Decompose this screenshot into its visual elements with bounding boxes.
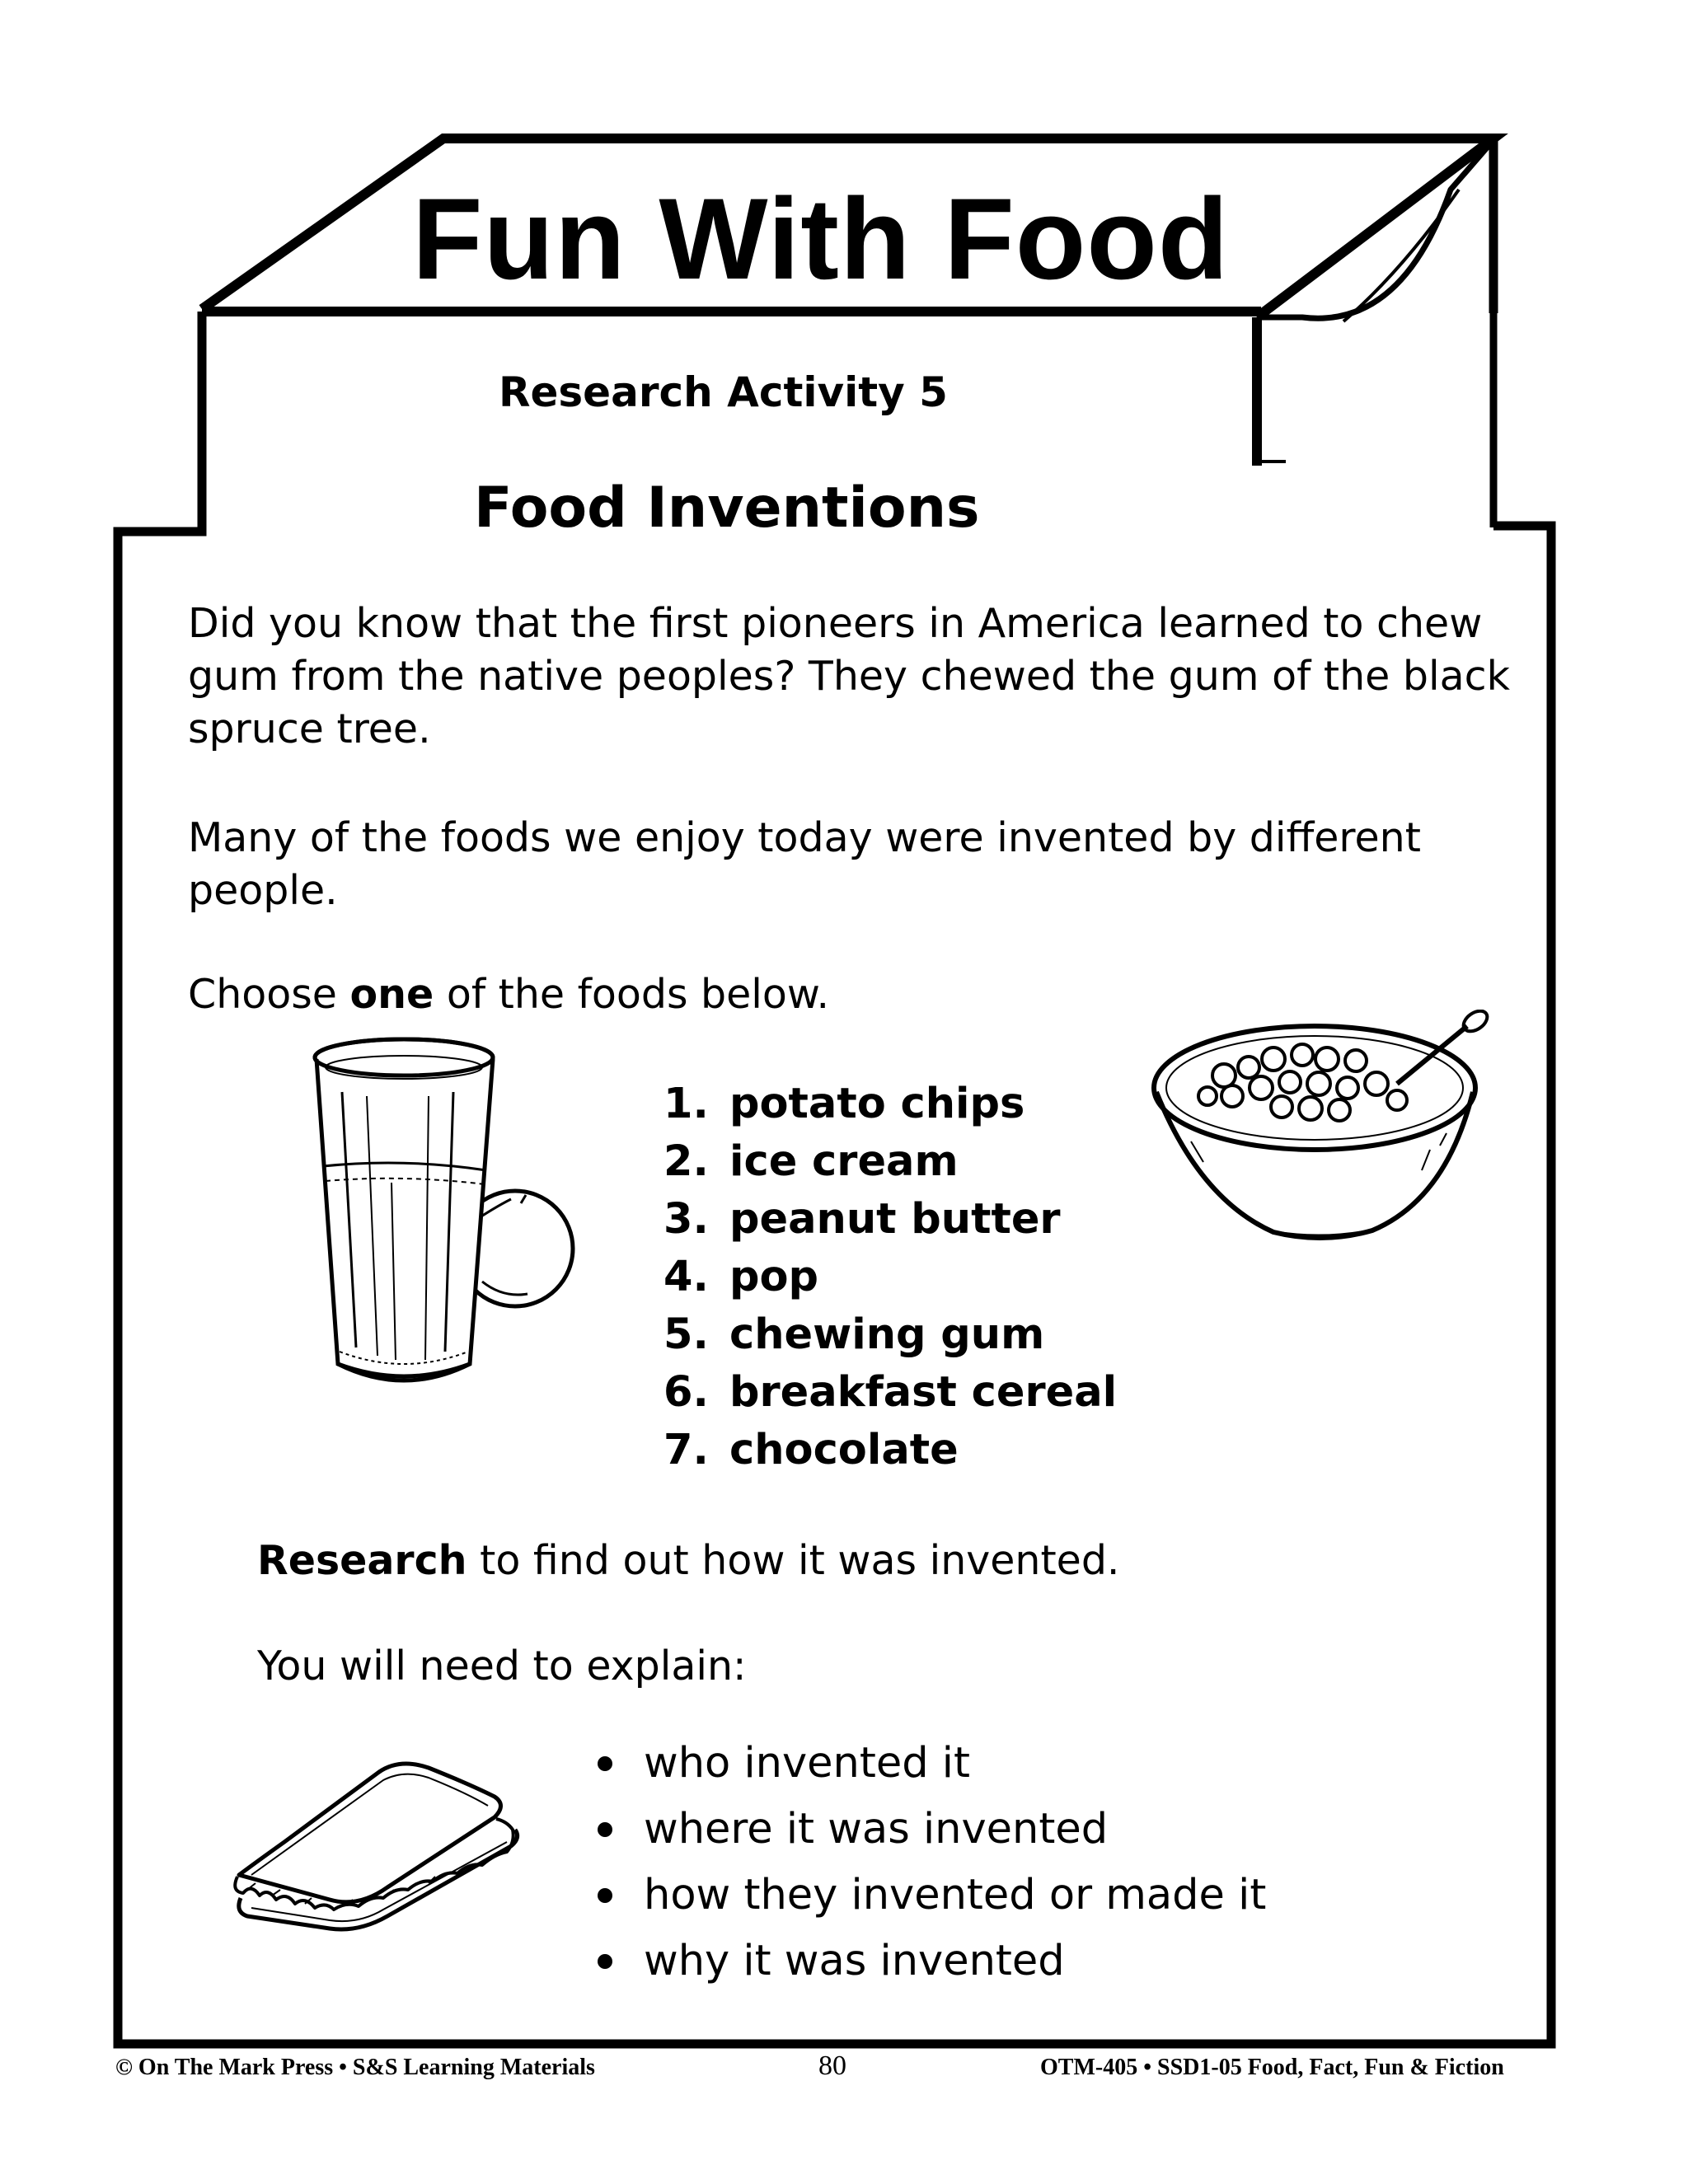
page-title: Fun With Food bbox=[412, 174, 1230, 303]
bullet-icon bbox=[598, 1822, 612, 1837]
item-number: 1. bbox=[663, 1080, 709, 1128]
item-label: breakfast cereal bbox=[729, 1368, 1118, 1417]
item-label: pop bbox=[729, 1253, 819, 1301]
choose-bold: one bbox=[349, 971, 434, 1018]
list-item bbox=[663, 1249, 1117, 1306]
item-label: how they invented or made it bbox=[644, 1871, 1267, 1919]
item-label: ice cream bbox=[729, 1137, 959, 1186]
item-label: who invented it bbox=[644, 1739, 970, 1788]
item-label: where it was invented bbox=[644, 1805, 1109, 1854]
activity-subtitle: Research Activity 5 bbox=[499, 368, 948, 416]
list-item bbox=[663, 1306, 1117, 1364]
list-item bbox=[663, 1364, 1117, 1422]
explain-prompt: You will need to explain: bbox=[257, 1643, 747, 1690]
list-item bbox=[663, 1133, 1117, 1191]
item-label: chewing gum bbox=[729, 1310, 1045, 1359]
choose-suffix: of the foods below. bbox=[434, 971, 830, 1018]
item-number: 3. bbox=[663, 1195, 709, 1244]
page-number: 80 bbox=[818, 2050, 846, 2081]
footer-series: OTM-405 • SSD1-05 Food, Fact, Fun & Fiction bbox=[1040, 2055, 1504, 2080]
item-number: 4. bbox=[663, 1253, 709, 1301]
bullet-icon bbox=[598, 1954, 612, 1969]
glass-with-orange-icon bbox=[305, 1034, 577, 1397]
list-item bbox=[598, 1797, 1266, 1863]
research-rest: to find out how it was invented. bbox=[467, 1537, 1120, 1584]
explain-list bbox=[598, 1731, 1266, 1994]
item-label: potato chips bbox=[729, 1080, 1025, 1128]
list-item bbox=[598, 1929, 1266, 1994]
item-number: 2. bbox=[663, 1137, 709, 1186]
foods-paragraph: Many of the foods we enjoy today were invented by different people. bbox=[188, 814, 1421, 914]
bullet-icon bbox=[598, 1756, 612, 1771]
choose-instruction bbox=[188, 968, 829, 1021]
intro-paragraph: Did you know that the first pioneers in America learned to chew gum from the native peoples? They chewed the gum of the black spruce tree. bbox=[188, 600, 1510, 752]
item-number: 5. bbox=[663, 1310, 709, 1359]
cereal-bowl-icon bbox=[1150, 1010, 1512, 1249]
item-label: peanut butter bbox=[729, 1195, 1061, 1244]
footer-copyright: © On The Mark Press • S&S Learning Materials bbox=[115, 2055, 595, 2080]
list-item bbox=[598, 1863, 1266, 1929]
item-label: why it was invented bbox=[644, 1937, 1065, 1985]
research-instruction bbox=[257, 1535, 1120, 1587]
sandwich-icon bbox=[223, 1751, 540, 1937]
item-label: chocolate bbox=[729, 1426, 959, 1474]
research-bold: Research bbox=[257, 1537, 467, 1584]
bullet-icon bbox=[598, 1888, 612, 1903]
item-number: 7. bbox=[663, 1426, 709, 1474]
list-item bbox=[598, 1731, 1266, 1797]
choose-prefix: Choose bbox=[188, 971, 350, 1018]
food-list bbox=[663, 1076, 1117, 1479]
list-item bbox=[663, 1076, 1117, 1133]
list-item bbox=[663, 1191, 1117, 1249]
item-number: 6. bbox=[663, 1368, 709, 1417]
section-heading: Food Inventions bbox=[474, 476, 980, 541]
list-item bbox=[663, 1422, 1117, 1479]
